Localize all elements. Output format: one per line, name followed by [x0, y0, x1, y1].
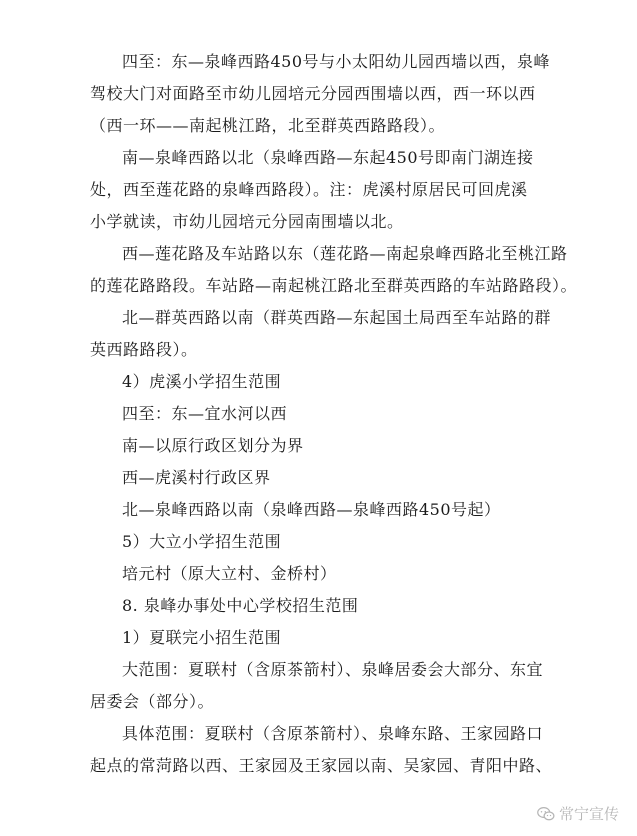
paragraph [90, 142, 550, 238]
paragraph [90, 718, 553, 782]
watermark-text: 常宁宣传 [558, 805, 619, 823]
text-line: 北—群英西路以南（群英西路—东起国土局西至车站路的群 [122, 308, 552, 327]
text-line: 4）虎溪小学招生范围 [122, 372, 282, 391]
paragraph [90, 622, 550, 654]
text-line: 1）夏联完小招生范围 [122, 628, 282, 647]
text-line: 西—虎溪村行政区界 [122, 468, 271, 487]
paragraph [90, 238, 578, 302]
paragraph [90, 462, 550, 494]
text-line: 南—泉峰西路以北（泉峰西路—东起450号即南门湖连接 [122, 148, 534, 167]
text-line: 西—莲花路及车站路以东（莲花路—南起泉峰西路北至桃江路 [122, 244, 568, 263]
paragraph [90, 46, 550, 142]
paragraph [90, 398, 550, 430]
paragraph [90, 430, 550, 462]
paragraph [90, 302, 550, 366]
text-line: 起点的常菏路以西、王家园及王家园以南、吴家园、青阳中路、 [90, 756, 553, 775]
text-line: 培元村（原大立村、金桥村） [122, 564, 337, 583]
watermark [537, 803, 619, 824]
paragraph [90, 590, 550, 622]
text-line: 驾校大门对面路至市幼儿园培元分园西围墙以西，西一环以西 [90, 84, 536, 103]
text-line: 四至：东—宜水河以西 [122, 404, 288, 423]
text-line: 小学就读，市幼儿园培元分园南围墙以北。 [90, 212, 404, 231]
text-line: 四至：东—泉峰西路450号与小太阳幼儿园西墙以西，泉峰 [122, 52, 551, 71]
text-line: 北—泉峰西路以南（泉峰西路—泉峰西路450号起） [122, 500, 501, 519]
wechat-icon [537, 806, 555, 822]
paragraph [90, 366, 550, 398]
text-line: 的莲花路路段。车站路—南起桃江路北至群英西路的车站路路段）。 [90, 276, 578, 295]
text-line: 大范围：夏联村（含原茶箭村）、泉峰居委会大部分、东宜 [122, 660, 544, 679]
paragraph [90, 526, 550, 558]
paragraph [90, 494, 550, 526]
paragraph [90, 654, 550, 718]
text-line: （西一环——南起桃江路，北至群英西路路段）。 [90, 116, 446, 135]
text-line: 8. 泉峰办事处中心学校招生范围 [122, 596, 359, 615]
text-line: 南—以原行政区划分为界 [122, 436, 304, 455]
text-line: 处，西至莲花路的泉峰西路段）。注：虎溪村原居民可回虎溪 [90, 180, 528, 199]
text-line: 居委会（部分）。 [90, 692, 215, 711]
text-line: 英西路路段）。 [90, 340, 198, 359]
text-line: 5）大立小学招生范围 [122, 532, 282, 551]
paragraph [90, 558, 550, 590]
text-line: 具体范围：夏联村（含原茶箭村）、泉峰东路、王家园路口 [122, 724, 544, 743]
